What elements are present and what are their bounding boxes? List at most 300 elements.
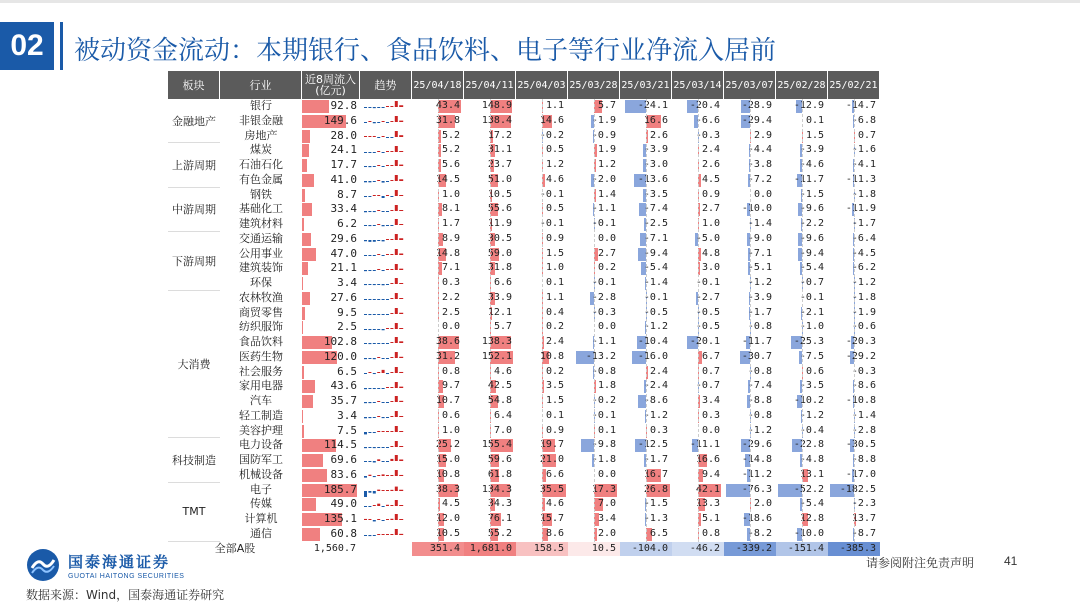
column-header[interactable]: 趋势 xyxy=(360,71,412,99)
column-axis-line xyxy=(594,99,595,542)
trend-bar xyxy=(386,387,389,388)
weekly-flow-value: 19.7 xyxy=(539,439,564,451)
weekly-flow-value: -0.7 xyxy=(695,380,720,392)
flow-8w-bar xyxy=(302,189,305,202)
trend-bar xyxy=(386,284,389,285)
trend-bar xyxy=(364,506,367,507)
total-weekly-cell xyxy=(724,542,776,556)
column-header[interactable]: 25/04/18 xyxy=(412,71,464,99)
weekly-flow-value: -1.8 xyxy=(851,188,876,200)
flow-8w-value: 29.6 xyxy=(330,231,357,245)
trend-sparkline xyxy=(360,512,412,527)
trend-bar xyxy=(390,401,393,402)
sector-label: TMT xyxy=(168,483,220,542)
trend-bar xyxy=(368,447,371,448)
weekly-flow-value: -2.1 xyxy=(799,306,824,318)
weekly-flow-value: -0.1 xyxy=(695,277,720,288)
weekly-flow-value: 0.2 xyxy=(597,262,616,274)
weekly-flow-value: -2.8 xyxy=(851,424,876,436)
flow-8w-bar xyxy=(302,233,311,246)
trend-chart xyxy=(360,350,412,365)
flow-8w-cell xyxy=(302,291,360,306)
trend-chart xyxy=(360,129,412,144)
weekly-flow-value: -6.2 xyxy=(851,262,876,274)
trend-bar xyxy=(368,461,371,462)
weekly-flow-value: 76.1 xyxy=(487,513,512,524)
total-weekly-value: 1,681.0 xyxy=(469,542,512,554)
trend-bar xyxy=(377,137,380,138)
industry-name: 通信 xyxy=(250,526,272,540)
total-weekly-value: -104.0 xyxy=(631,542,668,554)
trend-bar xyxy=(382,166,385,167)
trend-bar xyxy=(382,490,385,491)
weekly-flow-value: -1.8 xyxy=(851,291,876,303)
weekly-flow-value: 10.7 xyxy=(435,395,460,406)
trend-bar xyxy=(382,402,385,403)
column-header[interactable]: 25/03/28 xyxy=(568,71,620,99)
trend-bar xyxy=(395,308,398,314)
total-weekly-cell xyxy=(412,542,464,556)
flow-8w-bar xyxy=(302,218,304,231)
trend-bar xyxy=(364,255,367,256)
trend-bar xyxy=(368,181,371,182)
trend-bar xyxy=(382,520,385,521)
flow-8w-bar xyxy=(302,395,313,408)
weekly-flow-value: -5.1 xyxy=(747,262,772,274)
weekly-flow-value: -0.1 xyxy=(591,218,616,229)
flow-8w-value: 28.0 xyxy=(330,128,357,142)
trend-bar xyxy=(373,299,376,300)
trend-bar xyxy=(395,411,398,417)
logo-mark-icon xyxy=(26,548,60,582)
weekly-flow-value: -8.2 xyxy=(747,527,772,539)
trend-bar xyxy=(386,314,389,315)
trend-bar xyxy=(368,519,371,520)
weekly-flow-value: 4.6 xyxy=(545,498,564,510)
trend-chart xyxy=(360,217,412,232)
trend-bar xyxy=(373,432,376,433)
sector-label: 大消费 xyxy=(168,291,220,439)
weekly-flow-value: -0.1 xyxy=(539,218,564,229)
trend-bar xyxy=(395,131,398,137)
trend-bar xyxy=(382,299,385,300)
trend-bar xyxy=(382,284,385,285)
weekly-flow-value: -7.1 xyxy=(643,232,668,244)
trend-chart xyxy=(360,99,412,114)
trend-bar xyxy=(390,328,393,329)
industry-name: 机械设备 xyxy=(239,467,283,481)
weekly-flow-value: -9.4 xyxy=(799,247,824,259)
trend-bar xyxy=(373,491,376,494)
weekly-flow-value: 0.9 xyxy=(701,188,720,200)
weekly-flow-value: 31.8 xyxy=(435,114,460,126)
weekly-flow-value: 16.6 xyxy=(643,114,668,126)
flow-8w-cell xyxy=(302,483,360,498)
trend-bar xyxy=(364,358,367,359)
trend-sparkline xyxy=(360,129,412,144)
trend-chart xyxy=(360,424,412,439)
total-weekly-cell xyxy=(672,542,724,556)
weekly-flow-value: 3.4 xyxy=(597,513,616,524)
trend-bar xyxy=(368,136,371,137)
weekly-flow-value: 2.6 xyxy=(701,159,720,170)
trend-bar xyxy=(373,402,376,403)
trend-bar xyxy=(377,357,380,358)
trend-bar xyxy=(395,426,398,432)
weekly-flow-value: 23.7 xyxy=(487,159,512,170)
trend-bar xyxy=(399,342,403,344)
total-weekly-value: -46.2 xyxy=(689,542,720,554)
trend-bar xyxy=(390,254,393,255)
company-logo xyxy=(26,548,184,582)
weekly-flow-value: -3.5 xyxy=(643,188,668,200)
industry-name: 农林牧渔 xyxy=(239,290,283,304)
trend-sparkline xyxy=(360,350,412,365)
weekly-flow-value: 7.0 xyxy=(597,498,616,510)
trend-bar xyxy=(382,270,385,271)
weekly-flow-value: -22.8 xyxy=(793,439,824,451)
weekly-flow-value: 1.1 xyxy=(545,100,564,111)
trend-bar xyxy=(382,181,385,183)
flow-8w-bar xyxy=(302,248,316,261)
trend-bar xyxy=(364,461,367,462)
trend-bar xyxy=(373,447,376,448)
trend-bar xyxy=(364,402,367,403)
industry-name: 美容护理 xyxy=(239,423,283,437)
trend-bar xyxy=(373,314,376,315)
column-header[interactable]: 25/03/21 xyxy=(620,71,672,99)
industry-name: 建筑材料 xyxy=(239,217,283,230)
trend-bar xyxy=(377,431,380,432)
trend-bar xyxy=(368,402,371,403)
weekly-flow-value: 55.6 xyxy=(487,203,512,215)
weekly-flow-value: 1.1 xyxy=(545,291,564,303)
data-source-note: 数据来源：Wind，国泰海通证券研究 xyxy=(26,588,225,602)
weekly-flow-value: -1.2 xyxy=(643,409,668,421)
weekly-flow-value: -6.8 xyxy=(851,114,876,126)
column-header[interactable]: 25/03/07 xyxy=(724,71,776,99)
weekly-flow-value: 17.3 xyxy=(591,483,616,495)
weekly-flow-value: 134.3 xyxy=(481,483,512,495)
weekly-flow-value: 0.0 xyxy=(441,321,460,333)
sector-label: 下游周期 xyxy=(168,232,220,291)
flow-8w-bar xyxy=(302,425,304,438)
weekly-flow-value: -1.7 xyxy=(747,306,772,318)
flow-8w-value: 47.0 xyxy=(330,246,357,260)
trend-chart xyxy=(360,306,412,321)
weekly-flow-value: -7.4 xyxy=(747,380,772,392)
weekly-flow-value: -4.6 xyxy=(799,159,824,170)
flow-8w-cell xyxy=(302,99,360,114)
weekly-flow-value: 138.4 xyxy=(481,114,512,126)
trend-bar xyxy=(395,278,398,284)
trend-bar xyxy=(377,299,380,300)
trend-bar xyxy=(399,534,403,535)
trend-sparkline xyxy=(360,365,412,380)
trend-bar xyxy=(390,210,393,211)
weekly-flow-value: 3.0 xyxy=(701,262,720,274)
column-header[interactable]: 25/04/11 xyxy=(464,71,516,99)
flow-8w-bar xyxy=(302,380,315,393)
trend-bar xyxy=(373,255,376,256)
trend-chart xyxy=(360,439,412,454)
trend-bar xyxy=(395,367,398,373)
weekly-flow-value: 1.7 xyxy=(441,218,460,229)
trend-bar xyxy=(390,106,393,107)
weekly-flow-value: 0.0 xyxy=(597,468,616,480)
column-header[interactable]: 25/04/03 xyxy=(516,71,568,99)
weekly-flow-value: -0.8 xyxy=(591,365,616,377)
flow-8w-cell xyxy=(302,497,360,512)
trend-bar xyxy=(364,329,367,330)
weekly-flow-value: 54.8 xyxy=(487,395,512,406)
top-rule xyxy=(0,0,1080,3)
weekly-flow-value: 21.0 xyxy=(539,454,564,465)
trend-bar xyxy=(399,431,403,432)
trend-chart xyxy=(360,483,412,498)
flow-8w-value: 7.5 xyxy=(337,423,357,437)
trend-bar xyxy=(390,416,393,417)
trend-bar xyxy=(390,475,393,476)
industry-name: 计算机 xyxy=(244,512,278,525)
weekly-flow-value: 43.4 xyxy=(435,100,460,111)
weekly-flow-value: 34.3 xyxy=(487,498,512,510)
total-flow-8w: 1,560.7 xyxy=(313,542,356,554)
weekly-flow-value: -30.7 xyxy=(741,350,772,362)
weekly-flow-value: -8.8 xyxy=(851,454,876,465)
weekly-flow-value: -10.2 xyxy=(793,395,824,406)
flow-8w-value: 8.7 xyxy=(337,187,357,201)
column-axis-line xyxy=(750,99,751,542)
page-number: 41 xyxy=(1004,554,1018,568)
flow-8w-cell xyxy=(302,468,360,483)
weekly-flow-value: -4.1 xyxy=(851,159,876,170)
flow-8w-value: 43.6 xyxy=(330,379,357,393)
column-header[interactable]: 行业 xyxy=(220,71,302,99)
column-header[interactable]: 板块 xyxy=(168,71,220,99)
weekly-flow-value: -0.1 xyxy=(591,277,616,288)
weekly-flow-value: -1.9 xyxy=(591,114,616,126)
trend-bar xyxy=(395,529,398,535)
flow-8w-cell xyxy=(302,188,360,203)
weekly-flow-value: 0.3 xyxy=(649,424,668,436)
weekly-flow-value: 138.3 xyxy=(481,336,512,347)
industry-name: 煤炭 xyxy=(250,143,272,157)
trend-bar xyxy=(377,254,380,255)
trend-bar xyxy=(377,151,380,152)
trend-bar xyxy=(386,447,389,448)
weekly-flow-value: -1.0 xyxy=(799,321,824,333)
weekly-flow-value: -0.3 xyxy=(591,306,616,318)
weekly-flow-value: -2.4 xyxy=(643,380,668,392)
flow-8w-cell xyxy=(302,409,360,424)
trend-bar xyxy=(399,210,403,211)
weekly-flow-value: -0.6 xyxy=(851,321,876,333)
flow-8w-bar xyxy=(302,159,307,172)
weekly-flow-value: 31.1 xyxy=(487,144,512,156)
flow-8w-cell xyxy=(302,335,360,350)
trend-bar xyxy=(368,314,371,315)
weekly-flow-value: 12.0 xyxy=(435,513,460,524)
weekly-flow-value: 0.3 xyxy=(441,277,460,288)
trend-chart xyxy=(360,158,412,173)
weekly-flow-value: 0.1 xyxy=(805,114,824,126)
total-label: 全部A股 xyxy=(214,541,256,555)
weekly-flow-value: -0.4 xyxy=(799,424,824,436)
flow-8w-bar xyxy=(302,100,329,113)
trend-sparkline xyxy=(360,306,412,321)
trend-bar xyxy=(377,343,380,344)
trend-bar xyxy=(377,447,380,448)
flow-8w-bar xyxy=(302,469,327,482)
trend-bar xyxy=(377,240,380,241)
weekly-flow-value: -14.8 xyxy=(741,454,772,465)
trend-bar xyxy=(382,534,385,535)
weekly-flow-value: -3.9 xyxy=(799,144,824,156)
trend-bar xyxy=(395,219,398,225)
trend-bar xyxy=(373,107,376,108)
sector-label: 科技制造 xyxy=(168,438,220,482)
trend-bar xyxy=(399,519,403,520)
weekly-flow-value: -0.2 xyxy=(539,129,564,141)
trend-bar xyxy=(368,196,371,197)
weekly-flow-value: -30.5 xyxy=(845,439,876,451)
weekly-flow-value: 0.2 xyxy=(545,365,564,377)
weekly-flow-value: 0.1 xyxy=(545,409,564,421)
column-header[interactable]: 25/02/21 xyxy=(828,71,880,99)
weekly-flow-value: -0.8 xyxy=(747,365,772,377)
trend-bar xyxy=(368,388,371,389)
trend-bar xyxy=(377,180,380,181)
trend-bar xyxy=(390,298,393,299)
flow-8w-cell xyxy=(302,129,360,144)
weekly-flow-value: 8.6 xyxy=(545,527,564,539)
total-weekly-value: 351.4 xyxy=(429,542,460,554)
flow-8w-cell xyxy=(302,512,360,527)
trend-bar xyxy=(364,299,367,300)
trend-bar xyxy=(377,195,380,196)
column-axis-line xyxy=(646,99,647,542)
weekly-flow-value: -13.2 xyxy=(585,350,616,362)
trend-bar xyxy=(364,491,367,497)
trend-bar xyxy=(373,520,376,521)
weekly-flow-value: -182.5 xyxy=(839,483,876,495)
weekly-flow-value: 1.5 xyxy=(545,395,564,406)
weekly-flow-value: 1.4 xyxy=(597,188,616,200)
flow-8w-bar xyxy=(302,130,310,143)
trend-bar xyxy=(377,269,380,270)
trend-bar xyxy=(382,461,385,462)
trend-bar xyxy=(364,136,367,137)
industry-name: 商贸零售 xyxy=(239,305,283,319)
industry-name: 建筑装饰 xyxy=(239,261,283,275)
trend-bar xyxy=(368,121,371,122)
weekly-flow-value: 10.8 xyxy=(435,468,460,480)
trend-sparkline xyxy=(360,261,412,276)
weekly-flow-value: -11.9 xyxy=(845,203,876,215)
column-header[interactable]: 25/02/28 xyxy=(776,71,828,99)
weekly-flow-value: 1.8 xyxy=(597,380,616,392)
trend-bar xyxy=(395,293,398,299)
weekly-flow-value: -20.4 xyxy=(689,100,720,111)
weekly-flow-value: -9.4 xyxy=(643,247,668,259)
weekly-flow-value: -0.7 xyxy=(799,277,824,288)
industry-name: 轻工制造 xyxy=(239,408,283,422)
trend-bar xyxy=(390,196,393,197)
weekly-flow-value: -2.3 xyxy=(851,498,876,510)
trend-bar xyxy=(373,461,376,462)
section-number-badge: 02 xyxy=(0,22,54,70)
flow-8w-value: 120.0 xyxy=(323,349,357,363)
weekly-flow-value: -9.0 xyxy=(747,232,772,244)
trend-bar xyxy=(368,299,371,300)
trend-bar xyxy=(395,514,398,520)
trend-bar xyxy=(390,121,393,122)
trend-bar xyxy=(399,165,403,166)
flow-8w-value: 41.0 xyxy=(330,172,357,186)
weekly-flow-value: -16.0 xyxy=(637,350,668,362)
trend-bar xyxy=(382,474,385,476)
trend-bar xyxy=(382,506,385,507)
flow-8w-cell xyxy=(302,202,360,217)
flow-8w-cell xyxy=(302,232,360,247)
column-header[interactable]: 近8周流入 (亿元) xyxy=(302,71,360,99)
weekly-flow-value: 0.7 xyxy=(701,365,720,377)
weekly-flow-value: -2.2 xyxy=(799,218,824,229)
trend-bar xyxy=(382,152,385,153)
weekly-flow-value: 38.6 xyxy=(435,336,460,347)
weekly-flow-value: 0.6 xyxy=(805,365,824,377)
weekly-flow-value: -1.2 xyxy=(643,321,668,333)
trend-bar xyxy=(395,323,398,329)
flow-8w-cell xyxy=(302,365,360,380)
trend-chart xyxy=(360,468,412,483)
weekly-flow-value: -1.5 xyxy=(643,498,668,510)
flow-8w-bar xyxy=(302,366,304,379)
trend-chart xyxy=(360,498,412,513)
weekly-flow-value: 55.2 xyxy=(487,527,512,539)
trend-bar xyxy=(399,460,403,462)
column-header[interactable]: 25/03/14 xyxy=(672,71,724,99)
trend-bar xyxy=(377,460,380,462)
weekly-flow-value: -11.7 xyxy=(741,336,772,347)
trend-bar xyxy=(382,388,385,389)
weekly-flow-value: -2.0 xyxy=(591,173,616,185)
trend-chart xyxy=(360,188,412,203)
weekly-flow-value: -1.3 xyxy=(643,513,668,524)
weekly-flow-value: -0.3 xyxy=(695,129,720,141)
weekly-flow-value: -20.1 xyxy=(689,336,720,347)
weekly-flow-value: -0.5 xyxy=(695,321,720,333)
weekly-flow-value: 6.4 xyxy=(493,409,512,421)
trend-sparkline xyxy=(360,217,412,232)
weekly-flow-value: 31.2 xyxy=(435,350,460,362)
trend-bar xyxy=(386,151,389,152)
weekly-flow-value: -0.9 xyxy=(591,129,616,141)
flow-8w-bar xyxy=(302,262,308,275)
weekly-flow-value: 0.4 xyxy=(545,306,564,318)
trend-bar xyxy=(390,446,393,447)
trend-chart xyxy=(360,173,412,188)
weekly-flow-value: -6.6 xyxy=(695,114,720,126)
industry-name: 有色金属 xyxy=(239,172,283,186)
trend-bar xyxy=(399,313,403,314)
trend-bar xyxy=(377,122,380,123)
trend-bar xyxy=(399,135,403,137)
industry-name: 环保 xyxy=(250,276,272,289)
trend-bar xyxy=(386,165,389,166)
weekly-flow-value: 0.5 xyxy=(545,144,564,156)
